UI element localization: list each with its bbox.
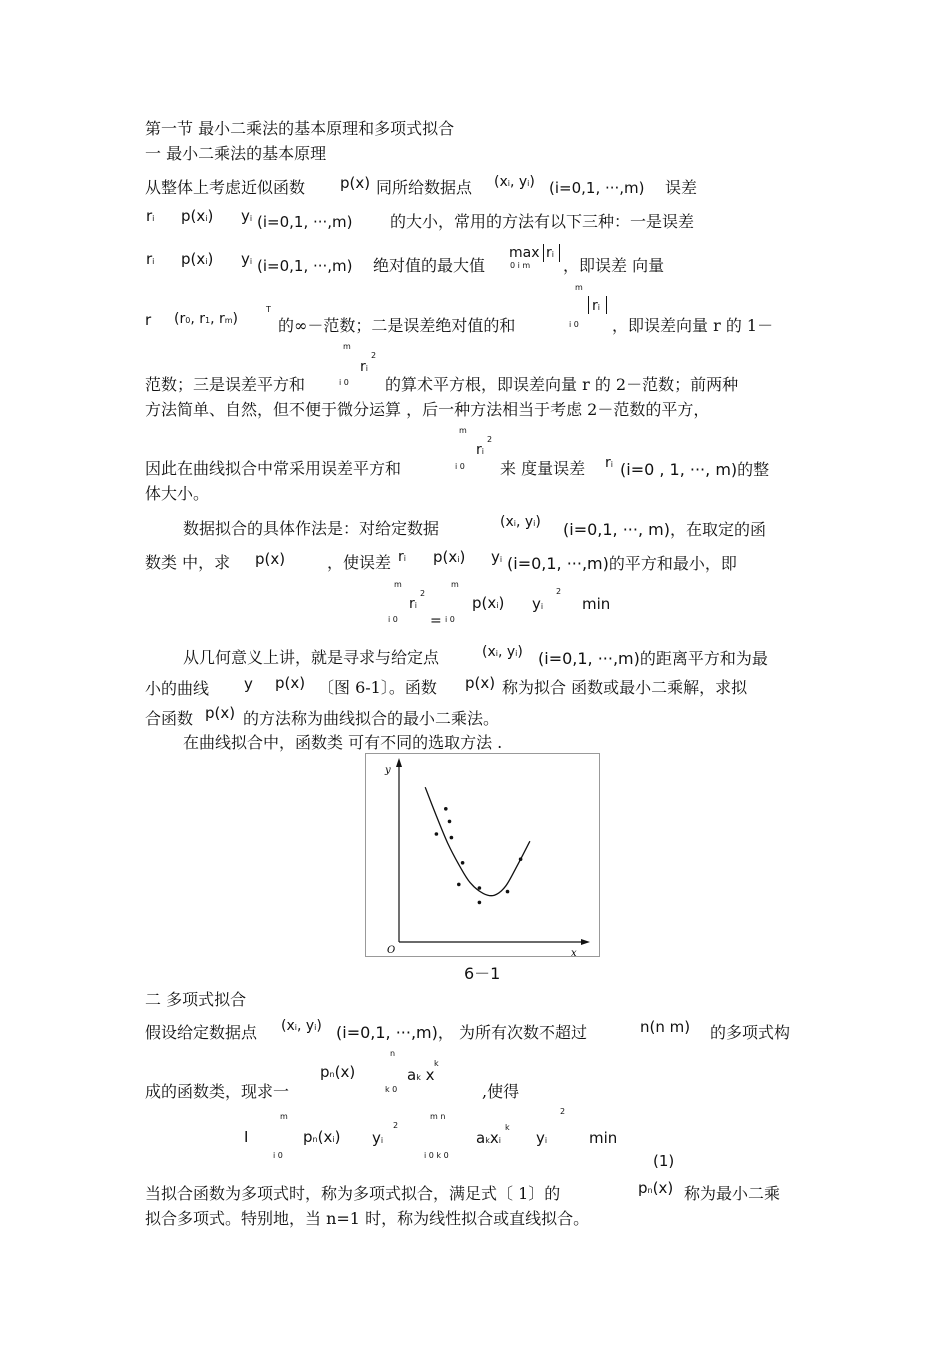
formula-r-vector: (r0, r1, rm) — [174, 311, 238, 327]
x-axis-label: x — [571, 948, 577, 956]
formula-px: p(x) — [465, 674, 496, 692]
text: 在曲线拟合中，函数类 可有不同的选取方法 . — [183, 733, 503, 752]
text: 称为最小二乘 — [684, 1184, 781, 1203]
formula-px: p(x) — [340, 174, 371, 192]
formula-max: max — [509, 245, 540, 261]
sum-lower: i 0 k 0 — [424, 1151, 449, 1160]
data-point — [450, 836, 454, 840]
subsection-title-2: 二 多项式拟合 — [145, 990, 247, 1009]
formula-xy: (xi, yi) — [482, 644, 523, 660]
superscript-t: T — [266, 305, 271, 314]
superscript-k: k — [505, 1123, 510, 1132]
text: 因此在曲线拟合中常采用误差平方和 — [145, 459, 402, 478]
formula-akxk: ak x — [407, 1066, 435, 1084]
scatter-plot — [366, 754, 599, 956]
sum-upper: m — [394, 580, 402, 589]
x-axis-arrow — [581, 939, 590, 945]
sum-upper: m — [343, 342, 351, 351]
text: ,使得 — [482, 1082, 520, 1101]
formula-r: r — [145, 311, 152, 329]
formula-pnx: pn(x) — [638, 1179, 674, 1197]
formula-ri: ri — [398, 549, 406, 565]
superscript-2: 2 — [556, 587, 562, 596]
max-subscript: 0 i m — [510, 261, 531, 270]
formula-px: p(x) — [205, 704, 236, 722]
formula-ri: ri — [146, 250, 155, 268]
text: ，使误差 — [327, 553, 392, 572]
data-point — [478, 901, 482, 905]
sum-lower: i 0 — [388, 615, 398, 624]
sum-lower: i 0 — [445, 615, 455, 624]
text: 数据拟合的具体作法是：对给定数据 — [183, 519, 440, 538]
formula-pxi: p(xi) — [433, 548, 466, 566]
text: 〔图 6-1〕。函数 — [318, 678, 437, 697]
data-point — [506, 890, 510, 894]
abs-bar — [543, 244, 544, 262]
text: 数类 中，求 — [145, 553, 231, 572]
text: 范数；三是误差平方和 — [145, 375, 306, 394]
data-point — [448, 820, 452, 824]
superscript-2: 2 — [393, 1121, 399, 1130]
text: 的算术平方根，即误差向量 r 的 2－范数；前两种 — [385, 375, 739, 394]
formula-ri2: ri — [360, 359, 368, 375]
formula-y: y — [244, 675, 253, 693]
text: 拟合多项式。特别地，当 n=1 时，称为线性拟合或直线拟合。 — [145, 1209, 590, 1228]
text: (i=0,1, ···, m)，在取定的函 — [563, 520, 766, 539]
formula-ri2: ri — [476, 442, 484, 458]
text: 方法简单、自然，但不便于微分运算 ，后一种方法相当于考虑 2－范数的平方， — [145, 400, 710, 419]
figure-caption: 6－1 — [464, 964, 501, 983]
formula-I: I — [244, 1128, 249, 1146]
superscript-2: 2 — [371, 351, 377, 360]
sum-upper: m — [459, 426, 467, 435]
superscript-2: 2 — [560, 1107, 566, 1116]
superscript-2: 2 — [420, 589, 426, 598]
text: (i=0,1, ···,m)的距离平方和为最 — [538, 649, 768, 668]
text: 的大小，常用的方法有以下三种：一是误差 — [390, 212, 695, 231]
sum-lower: i 0 — [339, 378, 349, 387]
formula-pxi: p(xi) — [181, 250, 214, 268]
text: ，即误差向量 r 的 1－ — [612, 316, 774, 335]
formula-pnxi: pn(xi) — [303, 1128, 341, 1146]
y-axis-label: y — [385, 765, 391, 776]
superscript-k: k — [434, 1059, 439, 1068]
min-label: min — [589, 1129, 618, 1147]
formula-pn: pn(x) — [320, 1063, 356, 1081]
formula-yi: yi — [532, 595, 544, 613]
text: 来 度量误差 — [500, 459, 586, 478]
formula-pxi: p(xi) — [472, 594, 505, 612]
index-range: (i=0,1, ···,m) — [257, 257, 353, 275]
y-axis-arrow — [396, 758, 402, 767]
sum-lower: i 0 — [455, 462, 465, 471]
formula-xy: (xi, yi) — [494, 174, 535, 190]
text: (i=0,1, ···,m)的平方和最小，即 — [507, 554, 737, 573]
formula-yi: yi — [241, 207, 253, 225]
text: 假设给定数据点 — [145, 1023, 258, 1042]
formula-px: p(x) — [255, 550, 286, 568]
sum-upper: n — [390, 1049, 396, 1058]
sum-upper: m — [575, 283, 583, 292]
text: (i=0,1, ···,m)， 为所有次数不超过 — [336, 1023, 587, 1042]
equals-sign: = — [430, 613, 442, 629]
fit-curve — [425, 787, 530, 896]
abs-bar — [588, 296, 589, 314]
subsection-title-1: 一 最小二乘法的基本原理 — [145, 144, 327, 163]
formula-ri2: ri — [409, 596, 417, 612]
formula-pxi: p(xi) — [181, 207, 214, 225]
min-label: min — [582, 595, 611, 613]
section-title: 第一节 最小二乘法的基本原理和多项式拟合 — [145, 119, 455, 138]
formula-akxik: akxi — [476, 1129, 501, 1147]
text: 同所给数据点 — [376, 178, 473, 197]
index-range: (i=0,1, ···,m) — [257, 213, 353, 231]
text: 从整体上考虑近似函数 — [145, 178, 306, 197]
text: 的方法称为曲线拟合的最小二乘法。 — [243, 709, 500, 728]
sum-upper: m n — [430, 1112, 446, 1121]
abs-bar — [559, 244, 560, 262]
sum-upper: m — [451, 580, 459, 589]
formula-yi: yi — [372, 1129, 384, 1147]
formula-nnm: n(n m) — [640, 1018, 691, 1036]
text: 从几何意义上讲，就是寻求与给定点 — [183, 648, 440, 667]
formula-yi: yi — [491, 548, 503, 566]
formula-xy: (xi, yi) — [281, 1018, 322, 1034]
formula-ri: ri — [546, 245, 554, 261]
figure-6-1 — [365, 753, 600, 957]
formula-ri: ri — [146, 207, 155, 225]
text: 称为拟合 函数或最小二乘解，求拟 — [502, 678, 748, 697]
text: 合函数 — [145, 709, 194, 728]
data-points — [435, 807, 523, 904]
formula-ri: ri — [592, 298, 600, 314]
sum-upper: m — [280, 1112, 288, 1121]
data-point — [478, 886, 482, 890]
data-point — [461, 861, 465, 865]
formula-yi: yi — [241, 250, 253, 268]
sum-lower: k 0 — [385, 1085, 398, 1094]
text: (i=0 , 1, ···, m)的整 — [620, 460, 770, 479]
text: 当拟合函数为多项式时，称为多项式拟合，满足式〔 1〕的 — [145, 1184, 561, 1203]
data-point — [435, 832, 439, 836]
text: 绝对值的最大值 — [373, 256, 486, 275]
superscript-2: 2 — [487, 435, 493, 444]
text: 的∞－范数；二是误差绝对值的和 — [278, 316, 516, 335]
sum-lower: i 0 — [569, 320, 579, 329]
formula-yi: yi — [536, 1129, 548, 1147]
text: 的多项式构 — [710, 1023, 791, 1042]
index-range: (i=0,1, ···,m) — [549, 179, 645, 197]
data-point — [519, 857, 523, 861]
text: 成的函数类，现求一 — [145, 1082, 290, 1101]
formula-xy: (xi, yi) — [500, 514, 541, 530]
origin-label: O — [387, 945, 396, 956]
data-point — [444, 807, 448, 811]
text: ，即误差 向量 — [563, 256, 665, 275]
data-point — [457, 883, 461, 887]
equation-number: (1) — [653, 1152, 675, 1170]
text: 体大小。 — [145, 484, 210, 503]
abs-bar — [606, 296, 607, 314]
text: 小的曲线 — [145, 679, 210, 698]
text: 误差 — [665, 178, 698, 197]
formula-px: p(x) — [275, 674, 306, 692]
sum-lower: i 0 — [273, 1151, 283, 1160]
formula-ri: ri — [605, 455, 613, 471]
